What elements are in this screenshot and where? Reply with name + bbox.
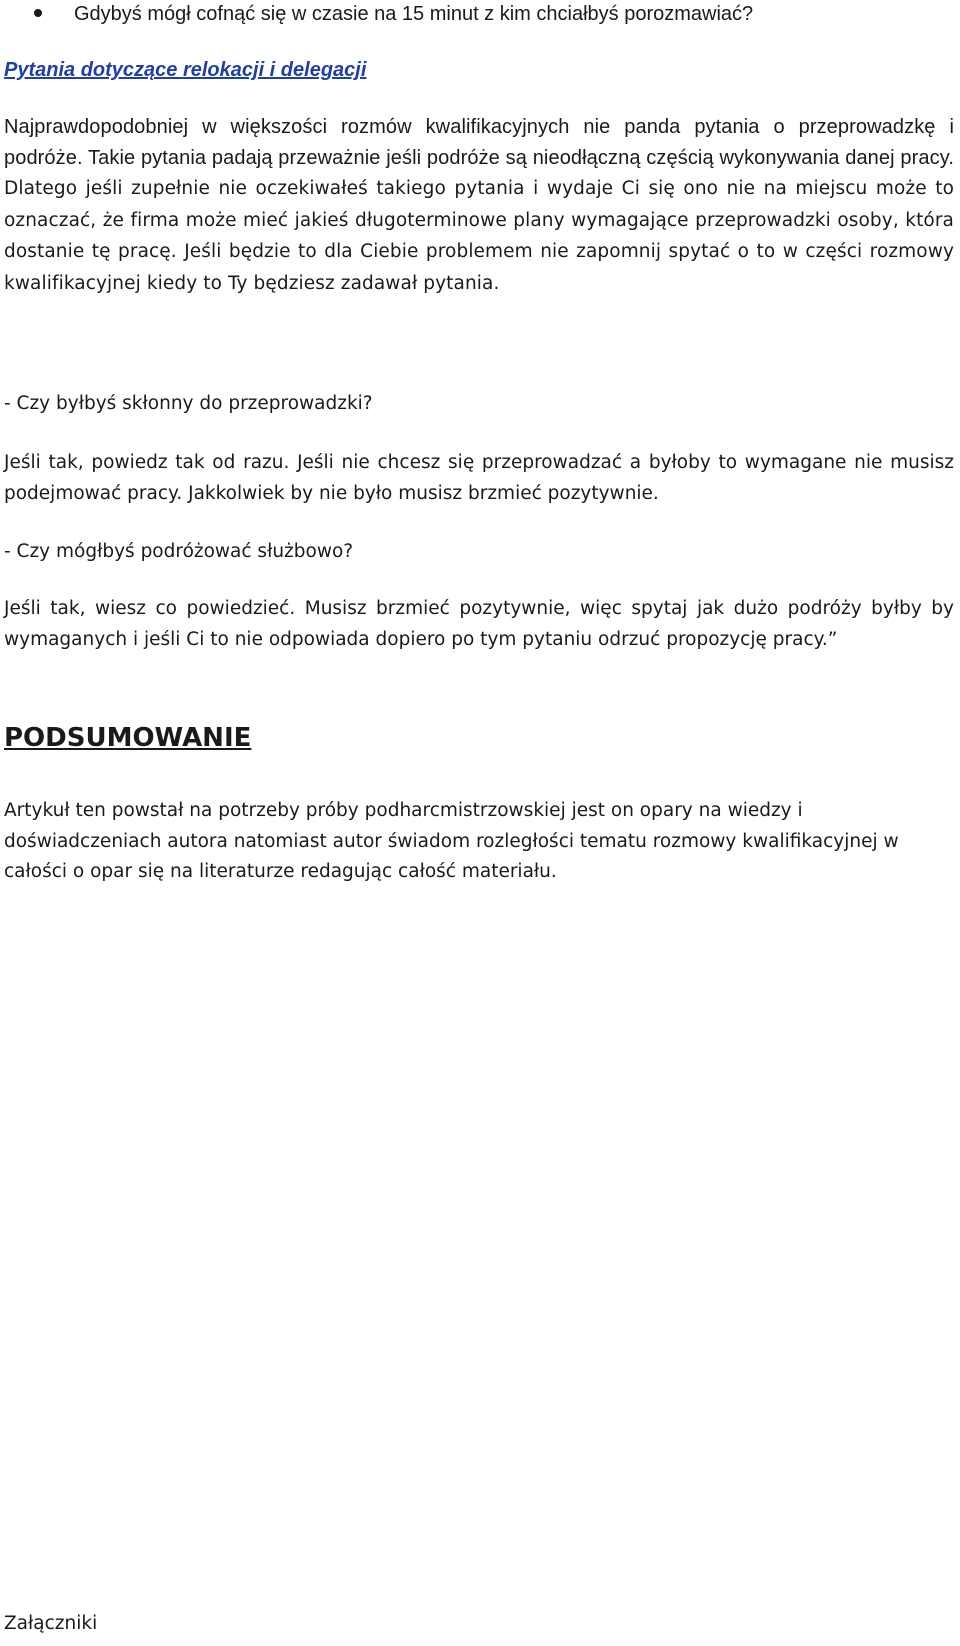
section-heading-relocation: Pytania dotyczące relokacji i delegacji: [4, 59, 367, 81]
bullet-list-item: [34, 0, 753, 28]
intro-paragraph: [4, 112, 954, 299]
summary-paragraph: Artykuł ten powstał na potrzeby próby podharcmistrzowskiej jest on opary na wiedzy i doświadczeniach autora natomiast autor świadom rozległości tematu rozmowy kwalifikacyjnej w całości o opar się na literaturze redagując całość materiału.: [4, 800, 899, 882]
attachments-label: Załączniki: [4, 1613, 98, 1634]
answer-business-travel: Jeśli tak, wiesz co powiedzieć. Musisz brzmieć pozytywnie, więc spytaj jak dużo podróży byłby by wymaganych i jeśli Ci to nie odpowiada dopiero po tym pytaniu odrzuć propozycję pracy.”: [4, 598, 954, 650]
bullet-question-text: Gdybyś mógł cofnąć się w czasie na 15 minut z kim chciałbyś porozmawiać?: [74, 3, 754, 25]
question-relocation: - Czy byłbyś skłonny do przeprowadzki?: [4, 393, 373, 414]
intro-paragraph-part2: Dlatego jeśli zupełnie nie oczekiwałeś takiego pytania i wydaje Ci się ono nie na miejscu może to oznaczać, że firma może mieć jakieś długoterminowe plany wymagające przeprowadzki osoby, która dostanie tę pracę. Jeśli będzie to dla Ciebie problemem nie zapomnij spytać o to w części rozmowy kwalifikacyjnej kiedy to Ty będziesz zadawał pytania.: [4, 178, 954, 294]
question-business-travel: - Czy mógłbyś podróżować służbowo?: [4, 541, 354, 562]
bullet-icon: [34, 9, 42, 17]
answer-relocation: Jeśli tak, powiedz tak od razu. Jeśli nie chcesz się przeprowadzać a byłoby to wymagane nie musisz podejmować pracy. Jakkolwiek by nie było musisz brzmieć pozytywnie.: [4, 452, 954, 504]
summary-heading: PODSUMOWANIE: [4, 723, 252, 753]
intro-paragraph-part1: Najprawdopodobniej w większości rozmów kwalifikacyjnych nie panda pytania o przeprowadzkę i podróże. Takie pytania padają przeważnie jeśli podróże są nieodłączną częścią wykonywania danej pracy.: [4, 116, 954, 169]
